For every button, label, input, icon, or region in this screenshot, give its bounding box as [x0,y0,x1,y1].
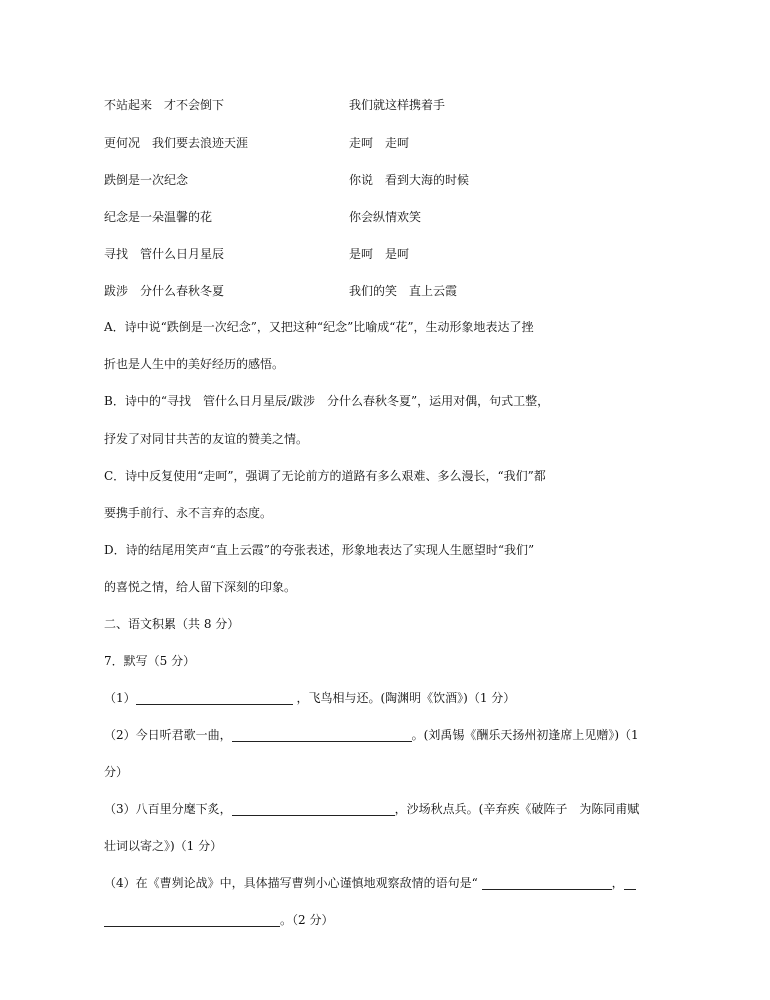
q3-prefix: （3）八百里分麾下炙， [104,802,232,816]
poem-line [104,171,664,191]
answer-blank[interactable] [104,912,280,927]
option-c: C．诗中反复使用“走呵”，强调了无论前方的道路有多么艰难、多么漫长，“我们”都 [104,469,546,483]
question-7-4 [104,873,694,893]
poem-right: 我们就这样携着手 [349,98,446,112]
poem-line [104,96,664,116]
section-title: 二、语文积累（共 8 分） [104,617,240,631]
poem-right: 我们的笑 直上云霞 [349,284,458,298]
poem-left: 跋涉 分什么春秋冬夏 [104,284,225,298]
question-7-3-cont: 壮词以寄之》)（1 分） [104,839,223,853]
q2-prefix: （2）今日听君歌一曲， [104,728,232,742]
option-a-cont: 折也是人生中的美好经历的感悟。 [104,357,285,371]
poem-left: 不站起来 才不会倒下 [104,98,225,112]
q4-comma: ， [611,876,624,890]
poem-right: 你会纵情欢笑 [349,210,422,224]
poem-left: 更何况 我们要去浪迹天涯 [104,136,249,150]
poem-line [104,134,664,154]
poem-left: 寻找 管什么日月星辰 [104,247,225,261]
poem-right: 是呵 是呵 [349,247,410,261]
poem-left: 跌倒是一次纪念 [104,173,189,187]
question-7-2-cont: 分） [104,765,129,779]
option-b: B．诗中的“寻找 管什么日月星辰/跋涉 分什么春秋冬夏”，运用对偶，句式工整， [104,394,550,408]
option-a: A．诗中说“跌倒是一次纪念”，又把这种“纪念”比喻成“花”，生动形象地表达了挫 [104,320,534,334]
poem-line [104,208,664,228]
answer-blank[interactable] [482,875,612,890]
question-7: 7．默写（5 分） [104,654,196,668]
poem-right: 走呵 走呵 [349,136,410,150]
q2-suffix: 。(刘禹锡《酬乐天扬州初逢席上见赠》)（1 [411,728,639,742]
option-d: D．诗的结尾用笑声“直上云霞”的夸张表述，形象地表达了实现人生愿望时“我们” [104,543,535,557]
answer-blank-tail[interactable] [624,875,636,890]
answer-blank[interactable] [232,801,395,816]
option-d-cont: 的喜悦之情，给人留下深刻的印象。 [104,580,297,594]
question-7-2 [104,725,694,745]
poem-line [104,245,664,265]
poem-right: 你说 看到大海的时候 [349,173,470,187]
poem-line [104,282,664,302]
answer-blank[interactable] [232,727,412,742]
option-c-cont: 要携手前行、永不言弃的态度。 [104,506,273,520]
q4-suffix: 。（2 分） [280,913,334,927]
question-7-1 [104,688,694,708]
question-7-3 [104,799,694,819]
answer-blank[interactable] [136,690,293,705]
q4-prefix: （4）在《曹刿论战》中，具体描写曹刿小心谨慎地观察敌情的语句是“ [104,876,478,890]
poem-left: 纪念是一朵温馨的花 [104,210,213,224]
q1-prefix: （1） [104,691,136,705]
q3-suffix: ，沙场秋点兵。(辛弃疾《破阵子 为陈同甫赋 [394,802,640,816]
question-7-4-cont [104,910,694,930]
q1-suffix: ，飞鸟相与还。(陶渊明《饮酒》)（1 分） [296,691,516,705]
option-b-cont: 抒发了对同甘共苦的友谊的赞美之情。 [104,432,309,446]
